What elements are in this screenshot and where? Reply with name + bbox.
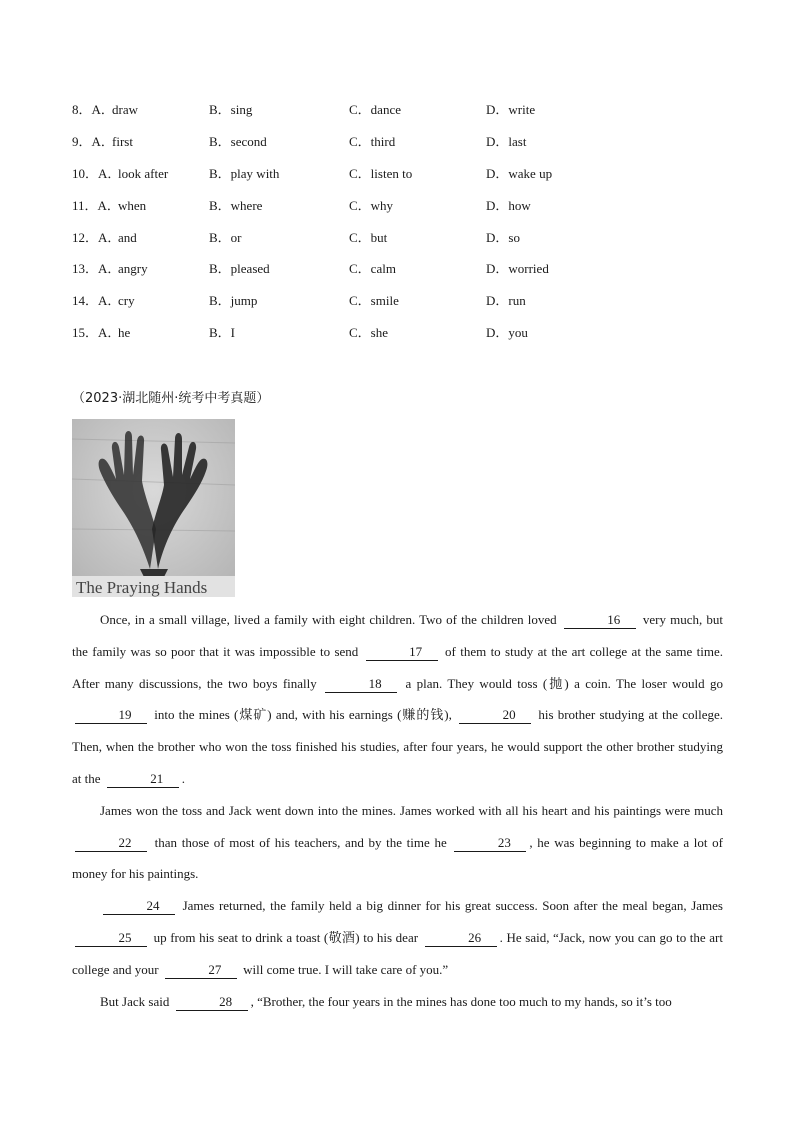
option-d: D．how xyxy=(486,197,531,213)
option-a: 13．A． xyxy=(72,261,121,277)
praying-hands-icon xyxy=(72,419,235,597)
option-row xyxy=(72,323,632,355)
option-c: C．calm xyxy=(349,261,396,277)
passage-text: of them to study at the art college at the same time. After many discussions, the two boys finally xyxy=(72,643,723,691)
option-d: D．wake up xyxy=(486,165,553,181)
passage-paragraph xyxy=(72,604,723,795)
blank-21[interactable]: 21 xyxy=(107,771,179,788)
passage-text: than those of most of his teachers, and by the time he xyxy=(150,834,452,850)
option-d: D．last xyxy=(486,133,527,149)
option-c: C．dance xyxy=(349,102,401,117)
option-c: C．listen to xyxy=(349,165,413,181)
blank-17[interactable]: 17 xyxy=(366,644,438,661)
option-a: 10．A． xyxy=(72,165,121,181)
passage-paragraph xyxy=(72,986,723,1018)
blank-16[interactable]: 16 xyxy=(564,612,636,629)
option-a-text: cry xyxy=(118,293,135,309)
blank-25[interactable]: 25 xyxy=(75,930,147,947)
option-b: B．sing xyxy=(209,102,253,117)
passage-text: Once, in a small village, lived a family with eight children. Two of the children loved xyxy=(100,612,561,627)
option-a: 12．A． xyxy=(72,229,121,245)
option-a-text: look after xyxy=(118,165,169,181)
option-b: B．play with xyxy=(209,165,280,181)
option-row xyxy=(72,164,632,196)
blank-22[interactable]: 22 xyxy=(75,835,147,852)
passage-text: his brother studying at the college. Then, when the brother who won the toss finished his studies, after four years, he would support the other brother studying at the xyxy=(72,707,723,786)
image-caption: The Praying Hands xyxy=(76,578,208,597)
blank-26[interactable]: 26 xyxy=(425,930,497,947)
option-b: B．or xyxy=(209,229,242,245)
option-a: 11．A． xyxy=(72,197,120,213)
passage-text: . He said, “Jack, now you can go to the art college and your xyxy=(72,929,723,977)
option-a-text: when xyxy=(118,197,147,213)
blank-18[interactable]: 18 xyxy=(325,676,397,693)
source-note: （2023·湖北随州·统考中考真题） xyxy=(72,391,270,406)
blank-19[interactable]: 19 xyxy=(75,707,147,724)
passage-text: very much, but the family was so poor that it was impossible to send xyxy=(72,612,723,659)
option-row xyxy=(72,100,632,132)
option-a-text: angry xyxy=(118,261,148,277)
option-row xyxy=(72,196,632,228)
option-c: C．why xyxy=(349,197,394,213)
passage-text: James returned, the family held a big dinner for his great success. Soon after the meal began, James xyxy=(178,898,723,914)
passage-text: a plan. They would toss (抛) a coin. The loser would go xyxy=(400,675,723,691)
option-a-text: and xyxy=(118,229,137,245)
passage-paragraph xyxy=(72,795,723,890)
option-a: 9．A． xyxy=(72,133,114,149)
blank-27[interactable]: 27 xyxy=(165,962,237,979)
passage-text: , he was beginning to make a lot of money for his paintings. xyxy=(72,834,723,882)
blank-28[interactable]: 28 xyxy=(176,994,248,1011)
option-d: D．you xyxy=(486,325,528,341)
blank-23[interactable]: 23 xyxy=(454,835,526,852)
option-b: B．where xyxy=(209,197,263,213)
blank-24[interactable]: 24 xyxy=(103,898,175,915)
option-a: 15．A． xyxy=(72,325,121,341)
option-d: D．run xyxy=(486,293,526,309)
passage-text: . xyxy=(181,770,186,786)
option-c: C．she xyxy=(349,325,389,341)
option-row xyxy=(72,259,632,291)
blank-20[interactable]: 20 xyxy=(459,707,531,724)
passage-text: James won the toss and Jack went down into the mines. James worked with all his heart and his paintings were much xyxy=(100,802,723,818)
option-d: D．worried xyxy=(486,261,549,277)
passage-text: up from his seat to drink a toast (敬酒) to his dear xyxy=(150,929,422,945)
option-a: 8．A． xyxy=(72,102,114,117)
option-c: C．smile xyxy=(349,293,399,309)
option-a: 14．A． xyxy=(72,293,121,309)
praying-hands-image xyxy=(72,419,235,597)
option-b: B．jump xyxy=(209,293,258,309)
option-d: D．write xyxy=(486,102,536,117)
option-a-text: first xyxy=(112,133,133,149)
option-a-text: draw xyxy=(112,102,138,117)
cloze-passage xyxy=(72,604,723,1017)
option-row xyxy=(72,228,632,260)
passage-text: , “Brother, the four years in the mines has done too much to my hands, so it’s too xyxy=(250,993,672,1009)
option-a-text: he xyxy=(118,325,131,341)
option-b: B．second xyxy=(209,133,267,149)
passage-paragraph xyxy=(72,890,723,985)
option-c: C．third xyxy=(349,133,396,149)
option-row xyxy=(72,291,632,323)
answer-options xyxy=(72,100,632,355)
option-d: D．so xyxy=(486,229,520,245)
option-c: C．but xyxy=(349,229,388,245)
option-row xyxy=(72,132,632,164)
option-b: B．I xyxy=(209,325,236,341)
passage-text: But Jack said xyxy=(100,993,173,1009)
passage-text: into the mines (煤矿) and, with his earnings (赚的钱), xyxy=(150,707,457,723)
option-b: B．pleased xyxy=(209,261,270,277)
passage-text: will come true. I will take care of you.” xyxy=(239,961,449,977)
